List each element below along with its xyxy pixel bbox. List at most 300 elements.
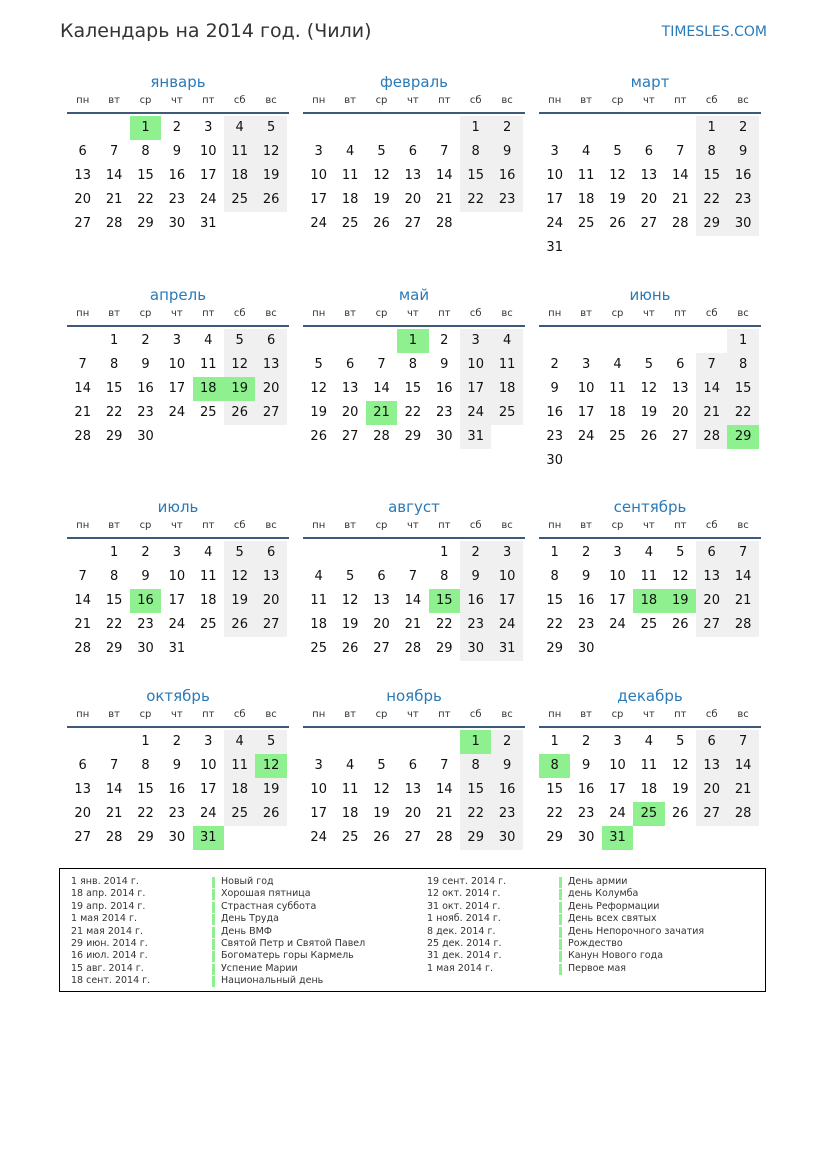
month-11: [303, 686, 525, 874]
day-cell: 2: [581, 545, 591, 560]
holiday-marker: [559, 914, 562, 925]
weekday-label: вс: [737, 95, 749, 106]
weekday-label: вс: [737, 520, 749, 531]
day-cell: 9: [727, 140, 758, 164]
weekday-label: вс: [265, 308, 277, 319]
day-cell: 15: [460, 778, 491, 802]
day-cell: 25: [640, 617, 658, 632]
holiday-day-cell: 29: [727, 425, 758, 449]
day-cell: 6: [345, 357, 355, 372]
weekday-label: вт: [108, 308, 120, 319]
day-cell: 24: [168, 405, 186, 420]
day-cell: 21: [436, 192, 453, 207]
day-cell: 10: [491, 565, 522, 589]
day-cell: 23: [168, 806, 186, 821]
day-cell: 2: [172, 120, 182, 135]
day-cell: 17: [168, 381, 186, 396]
day-cell: 3: [613, 734, 622, 749]
weekday-label: пт: [674, 308, 687, 319]
day-cell: 14: [436, 782, 453, 797]
weekday-label: ср: [375, 709, 388, 720]
day-cell: 5: [255, 116, 286, 140]
month-12: [539, 686, 761, 874]
holiday-date: 19 апр. 2014 г.: [71, 900, 146, 912]
day-cell: 22: [105, 405, 123, 420]
day-cell: 14: [727, 754, 758, 778]
day-cell: 21: [74, 617, 91, 632]
day-cell: 3: [204, 120, 213, 135]
day-cell: 10: [546, 168, 563, 183]
day-cell: 3: [314, 144, 323, 159]
weekday-label: вс: [501, 308, 513, 319]
holiday-name: Хорошая пятница: [221, 888, 311, 900]
weekday-label: вс: [737, 308, 749, 319]
day-cell: 22: [105, 617, 123, 632]
weekday-header: [67, 92, 289, 114]
holiday-marker: [559, 927, 562, 938]
weekday-label: вт: [108, 520, 120, 531]
day-cell: 23: [491, 802, 522, 826]
day-cell: 12: [373, 782, 390, 797]
day-cell: 15: [137, 782, 154, 797]
holiday-name: День всех святых: [568, 913, 657, 925]
day-cell: 28: [436, 830, 453, 845]
day-cell: 25: [200, 617, 217, 632]
day-cell: 12: [224, 353, 255, 377]
month-5: [303, 285, 525, 473]
day-cell: 5: [224, 541, 255, 565]
day-cell: 6: [408, 758, 418, 773]
weekday-label: вт: [108, 709, 120, 720]
day-cell: 7: [78, 569, 87, 584]
day-cell: 20: [404, 806, 422, 821]
day-cell: 8: [550, 569, 559, 584]
holiday-day-cell: 18: [633, 589, 664, 613]
day-grid: [303, 730, 525, 874]
day-cell: 15: [105, 593, 123, 608]
day-cell: 14: [672, 168, 689, 183]
month-8: [303, 497, 525, 685]
day-cell: 18: [640, 782, 658, 797]
weekday-label: вт: [580, 95, 592, 106]
day-cell: 15: [727, 377, 758, 401]
day-cell: 29: [436, 641, 453, 656]
holiday-name: Первое мая: [568, 962, 626, 974]
day-cell: 19: [373, 192, 390, 207]
weekday-label: чт: [407, 95, 419, 106]
day-cell: 17: [609, 782, 626, 797]
day-cell: 13: [373, 593, 390, 608]
holiday-name: День Непорочного зачатия: [568, 925, 705, 937]
day-cell: 5: [255, 730, 286, 754]
page-title: Календарь на 2014 год. (Чили): [60, 20, 372, 42]
day-cell: 18: [224, 778, 255, 802]
day-grid: [303, 329, 525, 473]
day-cell: 7: [440, 144, 449, 159]
day-cell: 26: [255, 188, 286, 212]
site-link[interactable]: TIMESLES.COM: [661, 24, 767, 40]
day-cell: 24: [200, 192, 217, 207]
holiday-date: 18 сент. 2014 г.: [71, 975, 151, 987]
day-cell: 24: [577, 429, 595, 444]
day-cell: 20: [341, 405, 359, 420]
weekday-label: вт: [580, 709, 592, 720]
weekday-label: сб: [705, 95, 718, 106]
weekday-label: ср: [375, 520, 388, 531]
weekday-label: ср: [611, 709, 624, 720]
day-cell: 17: [546, 192, 563, 207]
weekday-label: пт: [438, 709, 451, 720]
weekday-header: [303, 305, 525, 327]
weekday-label: вт: [344, 95, 356, 106]
holiday-name: Богоматерь горы Кармель: [221, 950, 354, 962]
day-cell: 11: [640, 569, 658, 584]
day-cell: 10: [609, 569, 626, 584]
day-grid: [67, 116, 289, 260]
day-cell: 15: [137, 168, 154, 183]
day-grid: [67, 329, 289, 473]
day-cell: 30: [460, 637, 491, 661]
holiday-date: 19 сент. 2014 г.: [427, 876, 507, 887]
day-cell: 29: [105, 429, 123, 444]
day-cell: 7: [727, 730, 758, 754]
day-cell: 29: [137, 216, 154, 231]
day-cell: 19: [224, 589, 255, 613]
weekday-label: вт: [108, 95, 120, 106]
day-cell: 15: [546, 593, 563, 608]
month-name: сентябрь: [613, 498, 687, 516]
day-cell: 4: [581, 144, 591, 159]
day-cell: 28: [436, 216, 453, 231]
day-cell: 11: [341, 782, 359, 797]
day-cell: 19: [672, 782, 689, 797]
holiday-name: Святой Петр и Святой Павел: [221, 938, 366, 949]
day-cell: 23: [577, 617, 595, 632]
holiday-legend-row: [60, 888, 760, 900]
day-cell: 24: [546, 216, 563, 231]
day-cell: 27: [74, 830, 91, 845]
weekday-label: сб: [233, 520, 246, 531]
day-cell: 28: [727, 802, 758, 826]
day-cell: 8: [696, 140, 727, 164]
day-cell: 5: [314, 357, 323, 372]
day-cell: 10: [168, 357, 186, 372]
day-cell: 22: [436, 617, 453, 632]
day-cell: 16: [460, 589, 491, 613]
day-cell: 10: [460, 353, 491, 377]
day-cell: 16: [436, 381, 453, 396]
day-cell: 24: [609, 806, 626, 821]
day-cell: 2: [727, 116, 758, 140]
day-cell: 7: [408, 569, 418, 584]
day-cell: 10: [168, 569, 186, 584]
weekday-label: пн: [76, 709, 90, 720]
weekday-label: сб: [705, 520, 718, 531]
day-cell: 29: [460, 826, 491, 850]
day-cell: 7: [727, 541, 758, 565]
day-cell: 11: [224, 754, 255, 778]
weekday-label: вт: [344, 308, 356, 319]
day-cell: 23: [137, 617, 154, 632]
day-cell: 30: [436, 429, 453, 444]
day-cell: 12: [640, 381, 658, 396]
holiday-date: 1 нояб. 2014 г.: [427, 913, 501, 925]
month-name: октябрь: [146, 687, 210, 705]
day-cell: 31: [200, 216, 217, 231]
day-cell: 29: [137, 830, 154, 845]
day-cell: 28: [105, 216, 123, 231]
day-cell: 10: [310, 782, 327, 797]
holiday-day-cell: 18: [193, 377, 224, 401]
weekday-label: ср: [611, 95, 624, 106]
day-cell: 26: [640, 429, 658, 444]
day-cell: 23: [491, 188, 522, 212]
day-cell: 16: [168, 782, 186, 797]
day-cell: 18: [200, 593, 217, 608]
weekday-label: пт: [674, 520, 687, 531]
day-cell: 14: [373, 381, 390, 396]
holiday-date: 25 дек. 2014 г.: [427, 938, 502, 949]
month-name: июль: [157, 498, 199, 516]
weekday-label: пт: [438, 520, 451, 531]
weekday-header: [67, 305, 289, 327]
weekday-label: сб: [233, 95, 246, 106]
day-cell: 28: [74, 641, 91, 656]
day-cell: 30: [727, 212, 758, 236]
weekday-label: чт: [407, 709, 419, 720]
holiday-legend-row: [60, 963, 760, 975]
day-cell: 26: [373, 830, 390, 845]
weekday-header: [303, 517, 525, 539]
month-name: февраль: [379, 73, 449, 91]
weekday-label: чт: [407, 520, 419, 531]
day-cell: 14: [105, 168, 123, 183]
day-cell: 27: [404, 830, 422, 845]
day-cell: 26: [609, 216, 626, 231]
day-cell: 22: [696, 188, 727, 212]
day-cell: 14: [74, 593, 91, 608]
day-cell: 10: [200, 144, 217, 159]
month-name: ноябрь: [386, 687, 442, 705]
holiday-legend-row: [60, 926, 760, 938]
weekday-label: пт: [202, 709, 215, 720]
day-cell: 12: [672, 569, 689, 584]
day-cell: 29: [696, 212, 727, 236]
day-cell: 11: [200, 357, 217, 372]
month-name: декабрь: [617, 687, 683, 705]
day-cell: 25: [609, 429, 626, 444]
day-cell: 12: [310, 381, 327, 396]
day-cell: 29: [105, 641, 123, 656]
day-cell: 5: [224, 329, 255, 353]
day-cell: 17: [200, 168, 217, 183]
day-cell: 8: [408, 357, 418, 372]
weekday-label: пн: [312, 520, 326, 531]
day-cell: 30: [168, 216, 186, 231]
weekday-label: пн: [76, 95, 90, 106]
day-cell: 27: [696, 613, 727, 637]
holiday-day-cell: 25: [633, 802, 664, 826]
day-cell: 22: [460, 802, 491, 826]
day-cell: 6: [377, 569, 386, 584]
day-cell: 6: [408, 144, 418, 159]
weekday-label: ср: [139, 308, 152, 319]
day-cell: 24: [200, 806, 217, 821]
weekday-label: сб: [469, 308, 482, 319]
holiday-name: День ВМФ: [221, 925, 272, 937]
day-cell: 19: [255, 778, 286, 802]
day-cell: 13: [696, 754, 727, 778]
day-cell: 13: [404, 168, 422, 183]
day-cell: 22: [137, 806, 154, 821]
day-cell: 6: [255, 541, 286, 565]
day-cell: 23: [168, 192, 186, 207]
holiday-date: 21 мая 2014 г.: [71, 925, 144, 937]
holiday-marker: [559, 877, 562, 888]
day-cell: 10: [200, 758, 217, 773]
weekday-label: ср: [375, 308, 388, 319]
day-cell: 7: [676, 144, 685, 159]
day-cell: 11: [310, 593, 327, 608]
weekday-label: пн: [312, 709, 326, 720]
day-cell: 7: [109, 758, 119, 773]
day-cell: 26: [224, 401, 255, 425]
day-cell: 8: [141, 758, 150, 773]
weekday-label: вт: [344, 709, 356, 720]
day-cell: 22: [460, 188, 491, 212]
weekday-label: пн: [548, 709, 562, 720]
day-cell: 3: [204, 734, 213, 749]
day-cell: 19: [373, 806, 390, 821]
day-cell: 31: [168, 641, 186, 656]
holiday-marker: [212, 976, 215, 987]
weekday-label: чт: [643, 709, 655, 720]
day-cell: 2: [491, 116, 522, 140]
day-cell: 16: [546, 405, 563, 420]
day-cell: 20: [255, 377, 286, 401]
holiday-name: День Реформации: [568, 900, 660, 912]
day-cell: 25: [310, 641, 327, 656]
day-cell: 17: [577, 405, 595, 420]
weekday-header: [303, 92, 525, 114]
holiday-name: Канун Нового года: [568, 950, 664, 962]
day-cell: 27: [672, 429, 689, 444]
day-cell: 16: [137, 381, 154, 396]
day-cell: 3: [550, 144, 559, 159]
weekday-label: чт: [407, 308, 419, 319]
day-cell: 9: [491, 754, 522, 778]
day-cell: 4: [224, 116, 255, 140]
day-cell: 29: [404, 429, 422, 444]
day-cell: 27: [696, 802, 727, 826]
day-cell: 1: [109, 333, 119, 348]
holiday-day-cell: 19: [224, 377, 255, 401]
day-cell: 12: [255, 140, 286, 164]
day-cell: 17: [168, 593, 186, 608]
day-cell: 30: [137, 429, 154, 444]
day-cell: 28: [373, 429, 390, 444]
day-cell: 2: [581, 734, 591, 749]
weekday-label: чт: [171, 520, 183, 531]
day-cell: 24: [168, 617, 186, 632]
day-cell: 12: [341, 593, 359, 608]
day-cell: 25: [341, 830, 359, 845]
day-cell: 22: [546, 617, 563, 632]
month-name: март: [630, 73, 670, 91]
weekday-label: ср: [139, 520, 152, 531]
month-10: [67, 686, 289, 874]
holiday-date: 15 авг. 2014 г.: [71, 962, 144, 974]
weekday-label: пт: [202, 520, 215, 531]
day-cell: 4: [345, 144, 355, 159]
day-cell: 18: [609, 405, 626, 420]
weekday-label: пт: [202, 95, 215, 106]
day-cell: 13: [696, 565, 727, 589]
day-cell: 18: [577, 192, 595, 207]
day-cell: 20: [672, 405, 689, 420]
day-cell: 8: [460, 754, 491, 778]
day-cell: 2: [550, 357, 559, 372]
weekday-label: вс: [737, 709, 749, 720]
weekday-label: пн: [76, 308, 90, 319]
day-cell: 25: [577, 216, 595, 231]
day-cell: 14: [436, 168, 453, 183]
day-cell: 30: [137, 641, 154, 656]
day-cell: 20: [696, 778, 727, 802]
day-cell: 3: [314, 758, 323, 773]
holiday-legend-row: [60, 975, 760, 987]
day-cell: 21: [74, 405, 91, 420]
day-cell: 6: [696, 541, 727, 565]
day-cell: 15: [546, 782, 563, 797]
holiday-day-cell: 8: [539, 754, 570, 778]
day-cell: 30: [491, 826, 522, 850]
day-cell: 9: [581, 569, 591, 584]
weekday-label: сб: [469, 95, 482, 106]
holiday-date: 18 апр. 2014 г.: [71, 888, 146, 900]
day-cell: 21: [727, 589, 758, 613]
day-cell: 11: [577, 168, 595, 183]
day-cell: 11: [224, 140, 255, 164]
holiday-legend-row: [60, 938, 760, 950]
month-7: [67, 497, 289, 685]
day-cell: 3: [491, 541, 522, 565]
holiday-day-cell: 12: [255, 754, 286, 778]
weekday-label: пт: [674, 709, 687, 720]
day-cell: 23: [577, 806, 595, 821]
day-cell: 4: [314, 569, 323, 584]
month-4: [67, 285, 289, 473]
day-cell: 5: [676, 734, 685, 749]
weekday-label: чт: [643, 520, 655, 531]
day-cell: 24: [491, 613, 522, 637]
day-cell: 14: [727, 565, 758, 589]
month-name: январь: [150, 73, 206, 91]
holiday-date: 31 окт. 2014 г.: [427, 900, 501, 912]
weekday-label: вс: [501, 95, 513, 106]
day-cell: 7: [440, 758, 449, 773]
day-cell: 2: [460, 541, 491, 565]
weekday-label: пт: [438, 308, 451, 319]
day-cell: 27: [255, 613, 286, 637]
holiday-day-cell: 15: [429, 589, 460, 613]
day-cell: 27: [640, 216, 658, 231]
holiday-legend-row: [60, 901, 760, 913]
weekday-label: вт: [344, 520, 356, 531]
day-cell: 24: [310, 830, 327, 845]
day-cell: 20: [74, 806, 91, 821]
weekday-label: вт: [580, 520, 592, 531]
